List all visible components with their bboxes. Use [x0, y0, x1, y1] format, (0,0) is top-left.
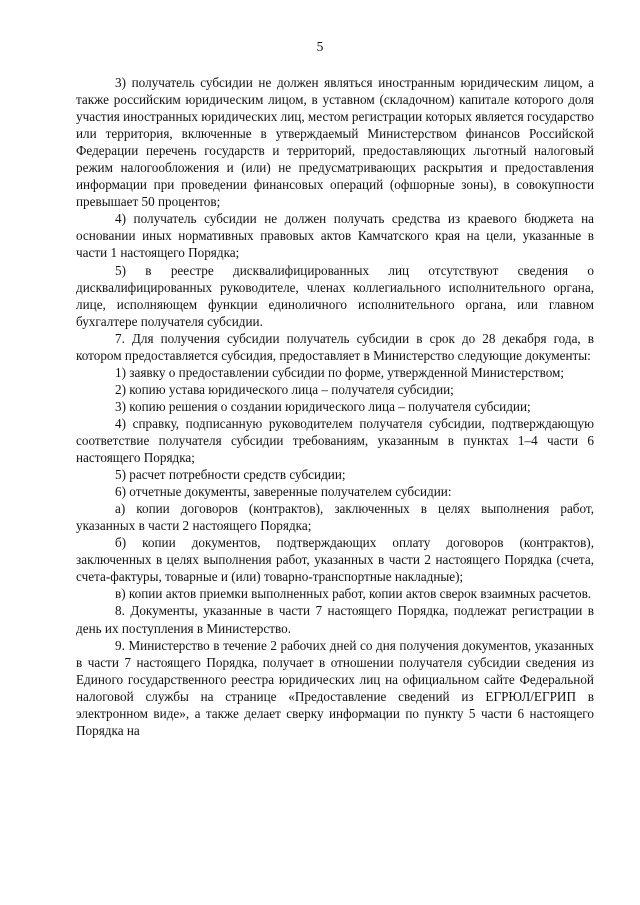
paragraph-section-9-verification: 9. Министерство в течение 2 рабочих дней со дня получения документов, указанных в части 7 настоящего Порядка, получает в отношении получателя субсидии сведения из Единого государственного реестра юридических лиц на официальном сайте Федеральной налоговой службы на странице «Предоставление сведений из ЕГРЮЛ/ЕГРИП в электронном виде», а также делает сверку информации по пункту 5 части 6 настоящего Порядка на [76, 637, 594, 738]
paragraph-document-3-founding-decision: 3) копию решения о создании юридического лица – получателя субсидии; [115, 398, 531, 414]
paragraph-item-3-foreign-entity: 3) получатель субсидии не должен являться иностранным юридическим лицом, а также российским юридическим лицом, в уставном (складочном) капитале которого доля участия иностранных юридических лиц, местом регистрации которых является государство или территория, включенные в утверждаемый Министерством финансов Российской Федерации перечень государств и территорий, предоставляющих льготный налоговый режим налогообложения и (или) не предусматривающих раскрытия и предоставления информации при проведении финансовых операций (офшорные зоны), в совокупности превышает 50 процентов; [76, 75, 594, 210]
paragraph-document-5-calculation: 5) расчет потребности средств субсидии; [115, 467, 346, 483]
paragraph-document-4-certificate: 4) справку, подписанную руководителем получателя субсидии, подтверждающую соответствие получателя субсидии требованиям, указанным в пунктах 1–4 части 6 настоящего Порядка; [76, 415, 594, 466]
paragraph-report-c-acts: в) копии актов приемки выполненных работ, копии актов сверок взаимных расчетов. [115, 586, 592, 602]
paragraph-section-8-registration: 8. Документы, указанные в части 7 настоящего Порядка, подлежат регистрации в день их поступления в Министерство. [76, 603, 594, 636]
paragraph-document-1-application: 1) заявку о предоставлении субсидии по форме, утвержденной Министерством; [115, 364, 565, 380]
document-body [76, 74, 594, 739]
paragraph-item-5-disqualified-registry: 5) в реестре дисквалифицированных лиц отсутствуют сведения о дисквалифицированных руководителе, членах коллегиального исполнительного органа, лице, исполняющем функции единоличного исполнительного органа, или главном бухгалтере получателя субсидии. [76, 262, 594, 329]
paragraph-document-2-charter: 2) копию устава юридического лица – получателя субсидии; [115, 381, 454, 397]
page-number: 5 [316, 39, 324, 54]
paragraph-report-a-contracts: а) копии договоров (контрактов), заключенных в целях выполнения работ, указанных в части 2 настоящего Порядка; [76, 501, 594, 534]
paragraph-report-b-payments: б) копии документов, подтверждающих оплату договоров (контрактов), заключенных в целях выполнения работ, указанных в части 2 настоящего Порядка (счета, счета-фактуры, товарные и (или) товарно-транспортные накладные); [76, 535, 594, 585]
paragraph-document-6-reports: 6) отчетные документы, заверенные получателем субсидии: [115, 484, 452, 500]
paragraph-section-7-documents: 7. Для получения субсидии получатель субсидии в срок до 28 декабря года, в котором предоставляется субсидия, предоставляет в Министерство следующие документы: [76, 330, 594, 363]
paragraph-item-4-regional-budget: 4) получатель субсидии не должен получать средства из краевого бюджета на основании иных нормативных правовых актов Камчатского края на цели, указанные в части 1 настоящего Порядка; [76, 211, 594, 261]
